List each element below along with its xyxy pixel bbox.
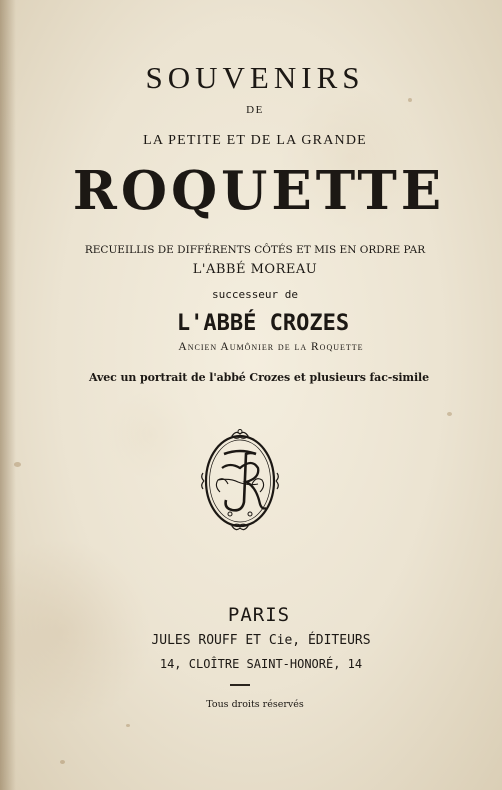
foxing-spot <box>447 412 452 416</box>
publisher-name: JULES ROUFF ET Cie, ÉDITEURS <box>151 633 371 648</box>
foxing-spot <box>14 462 21 467</box>
foxing-spot <box>126 724 130 727</box>
main-title: ROQUETTE <box>72 160 446 222</box>
book-title: SOUVENIRS <box>145 60 365 95</box>
binding-shadow <box>0 0 16 790</box>
publication-city: PARIS <box>227 604 291 626</box>
rights-notice: Tous droits réservés <box>206 699 304 710</box>
publisher-address: 14, CLOÎTRE SAINT-HONORÉ, 14 <box>159 657 363 671</box>
divider-rule <box>230 684 250 686</box>
editor-name: L'ABBÉ MOREAU <box>192 262 318 277</box>
portrait-note: Avec un portrait de l'abbé Crozes et plusieurs fac-simile <box>88 371 430 384</box>
successor-line: successeur de <box>211 288 299 301</box>
collected-line: RECUEILLIS DE DIFFÉRENTS CÔTÉS ET MIS EN ORDRE PAR <box>84 244 426 256</box>
publisher-monogram-icon <box>200 428 280 534</box>
author-role: Ancien Aumônier de la Roquette <box>178 341 364 353</box>
title-connector: DE <box>246 104 264 116</box>
book-subtitle: LA PETITE ET DE LA GRANDE <box>143 133 367 148</box>
author-name: L'ABBÉ CROZES <box>176 311 350 336</box>
foxing-spot <box>60 760 65 764</box>
foxing-spot <box>408 98 412 102</box>
